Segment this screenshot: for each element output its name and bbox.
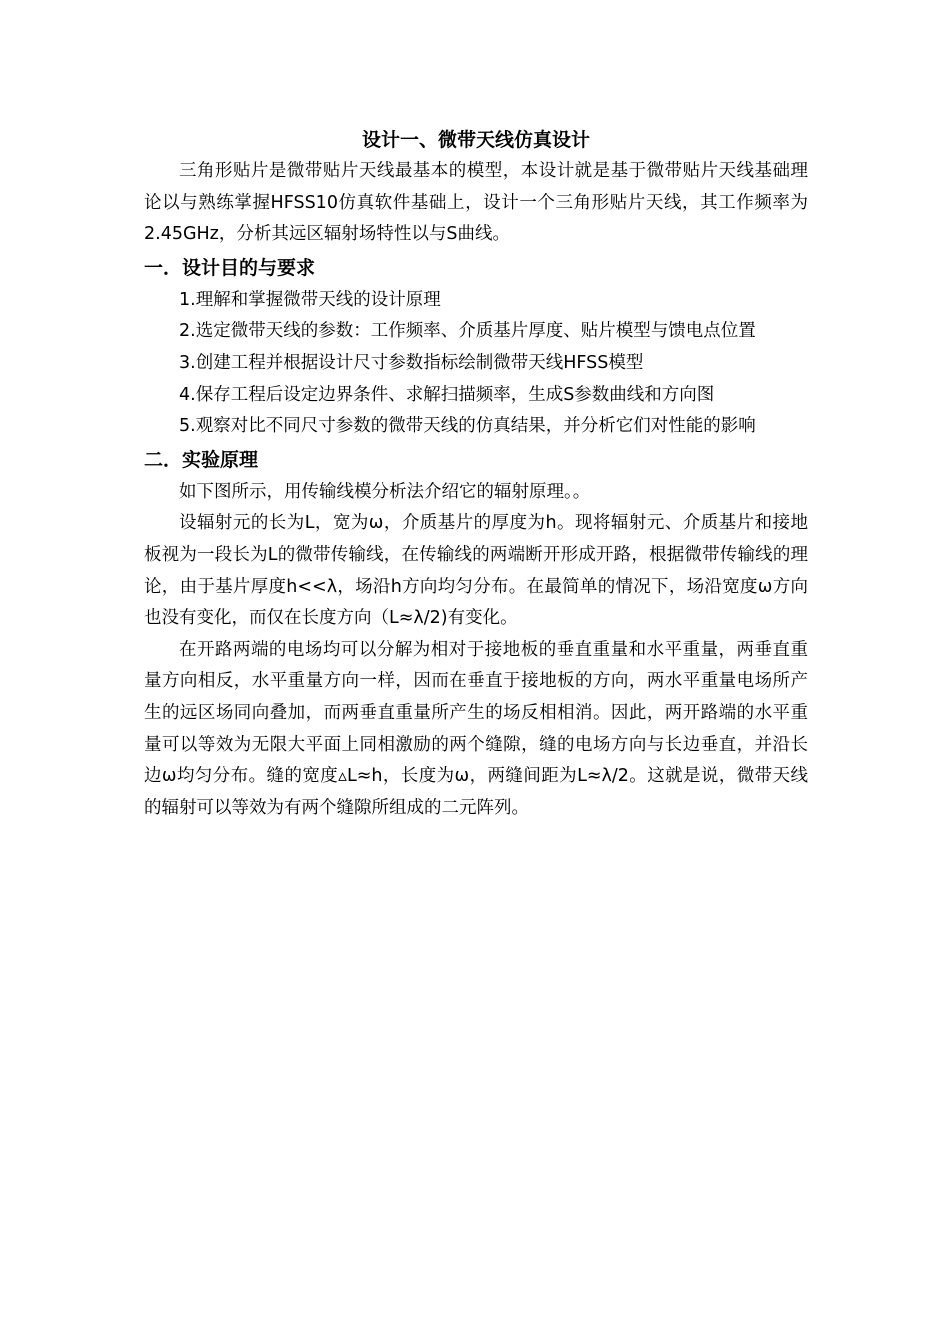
- section-heading-objectives: 一．设计目的与要求: [144, 256, 316, 279]
- objective-item: 2.选定微带天线的参数：工作频率、介质基片厚度、贴片模型与馈电点位置: [179, 321, 756, 342]
- document-page: [144, 124, 808, 824]
- objective-item: 5.观察对比不同尺寸参数的微带天线的仿真结果，并分析它们对性能的影响: [179, 416, 756, 437]
- objective-item: 1.理解和掌握微带天线的设计原理: [179, 289, 441, 310]
- section-heading-principle: 二．实验原理: [144, 448, 259, 471]
- principle-paragraph: 在开路两端的电场均可以分解为相对于接地板的垂直重量和水平重量，两垂直重量方向相反，水平重量方向一样，因而在垂直于接地板的方向，两水平重量电场所产生的远区场同向叠加，而两垂直重量所产生的场反相相消。因此，两开路端的水平重量可以等效为无限大平面上同相激励的两个缝隙，缝的电场方向与长边垂直，并沿长边ω均匀分布。缝的宽度▵L≈h，长度为ω，两缝间距为L≈λ/2。这就是说，微带天线的辐射可以等效为有两个缝隙所组成的二元阵列。: [144, 639, 808, 818]
- document-title: 设计一、微带天线仿真设计: [361, 129, 590, 151]
- intro-paragraph: 三角形贴片是微带贴片天线最基本的模型，本设计就是基于微带贴片天线基础理论以与熟练掌握HFSS10仿真软件基础上，设计一个三角形贴片天线，其工作频率为2.45GHz，分析其远区辐射场特性以与S曲线。: [144, 161, 808, 245]
- objective-item: 3.创建工程并根据设计尺寸参数指标绘制微带天线HFSS模型: [179, 352, 644, 373]
- principle-paragraph: 设辐射元的长为L，宽为ω，介质基片的厚度为h。现将辐射元、介质基片和接地板视为一段长为L的微带传输线，在传输线的两端断开形成开路，根据微带传输线的理论，由于基片厚度h<<λ，场沿h方向均匀分布。在最简单的情况下，场沿宽度ω方向也没有变化，而仅在长度方向（L≈λ/2)有变化。: [144, 513, 808, 629]
- principle-paragraph: 如下图所示，用传输线模分析法介绍它的辐射原理。。: [179, 481, 591, 502]
- objective-item: 4.保存工程后设定边界条件、求解扫描频率，生成S参数曲线和方向图: [179, 384, 715, 405]
